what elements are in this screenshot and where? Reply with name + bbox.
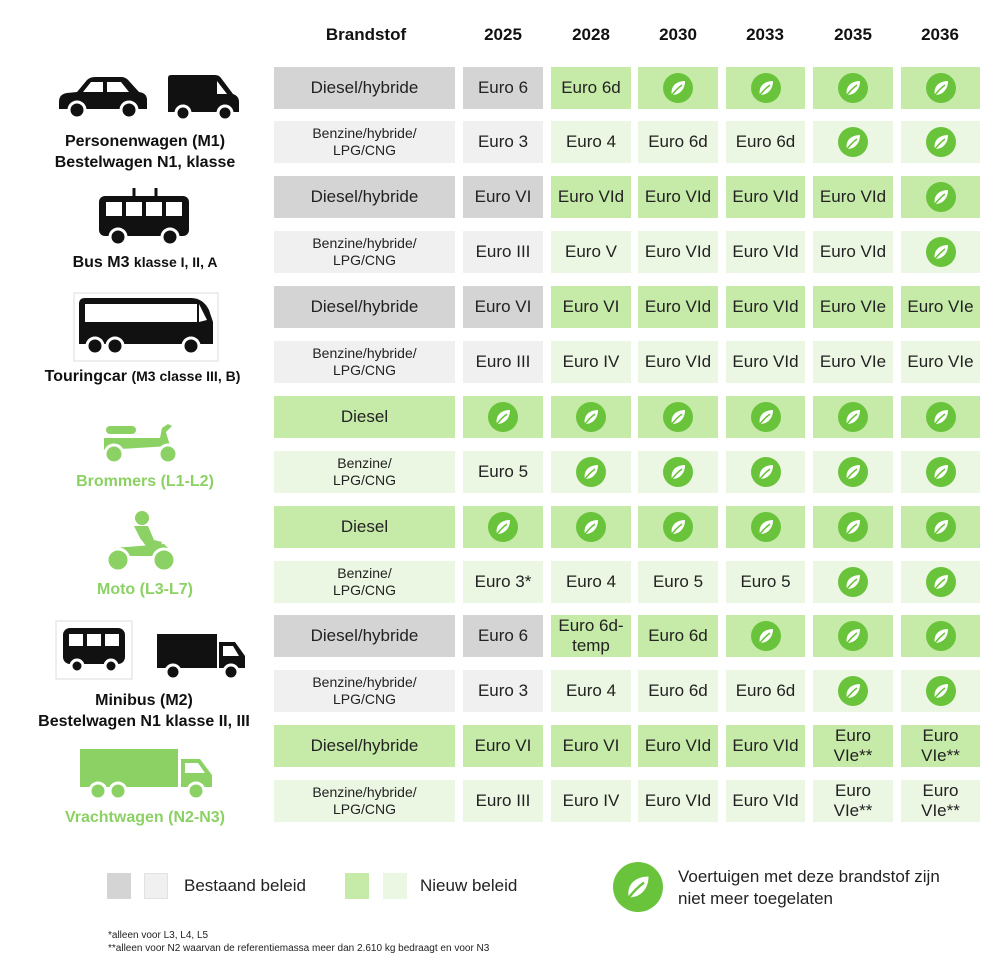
footnote-2: **alleen voor N2 waarvan de referentiemassa meer dan 2.610 kg bedraagt en voor N3 — [108, 943, 490, 954]
header-year-2033: 2033 — [746, 25, 784, 44]
norm-cell: Euro VIe** — [901, 780, 980, 822]
legend-swatch-new-dark — [345, 873, 369, 899]
legend-note-line2: niet meer toegelaten — [678, 889, 833, 909]
banned-cell — [901, 176, 980, 218]
legend-leaf-note — [678, 866, 940, 910]
norm-cell: Euro IV — [551, 780, 631, 822]
norm-cell: Euro 6d — [638, 615, 718, 657]
leaf-icon — [488, 512, 518, 542]
leaf-icon — [576, 512, 606, 542]
leaf-icon — [926, 182, 956, 212]
norm-cell: Euro III — [463, 231, 543, 273]
norm-cell: Euro 6d — [551, 67, 631, 109]
leaf-icon — [926, 676, 956, 706]
legend-existing-label: Bestaand beleid — [184, 876, 306, 895]
banned-cell — [813, 670, 893, 712]
fuel-cell: Diesel/hybride — [274, 286, 455, 328]
norm-cell: Euro VId — [638, 341, 718, 383]
norm-cell: Euro V — [551, 231, 631, 273]
car-icon — [55, 72, 151, 120]
fuel-cell: Benzine/hybride/ LPG/CNG — [274, 231, 455, 273]
norm-cell: Euro VId — [638, 780, 718, 822]
banned-cell — [901, 561, 980, 603]
footnote-1: *alleen voor L3, L4, L5 — [108, 930, 209, 941]
norm-cell: Euro 6d — [638, 121, 718, 163]
leaf-icon — [838, 676, 868, 706]
leaf-icon — [926, 457, 956, 487]
banned-cell — [901, 506, 980, 548]
vehicle-label-line2: Bestelwagen N1, klasse — [54, 153, 236, 171]
norm-cell: Euro VId — [813, 231, 893, 273]
leaf-icon — [838, 457, 868, 487]
minibus-icon — [55, 620, 133, 680]
norm-cell: Euro III — [463, 780, 543, 822]
leaf-icon — [751, 457, 781, 487]
bus-icon — [96, 186, 192, 248]
vehicle-label-small: klasse I, II, A — [133, 254, 218, 270]
leaf-icon — [751, 402, 781, 432]
leaf-icon — [663, 402, 693, 432]
leaf-icon — [663, 457, 693, 487]
norm-cell: Euro VId — [726, 176, 805, 218]
banned-cell — [901, 670, 980, 712]
banned-cell — [726, 67, 805, 109]
banned-cell — [901, 451, 980, 493]
banned-cell — [813, 615, 893, 657]
norm-cell: Euro 6 — [463, 615, 543, 657]
leaf-icon — [751, 512, 781, 542]
banned-cell — [726, 451, 805, 493]
header-year-2025: 2025 — [484, 25, 522, 44]
banned-cell — [901, 615, 980, 657]
norm-cell: Euro 6 — [463, 67, 543, 109]
norm-cell: Euro 5 — [638, 561, 718, 603]
norm-cell: Euro VIe — [813, 286, 893, 328]
banned-cell — [551, 396, 631, 438]
motorcycle-icon — [104, 510, 178, 574]
banned-cell — [638, 396, 718, 438]
vehicle-label-vrachtwagen: Vrachtwagen (N2-N3) — [64, 809, 226, 826]
legend-new-label: Nieuw beleid — [420, 876, 518, 895]
norm-cell: Euro VI — [463, 286, 543, 328]
leaf-icon — [838, 127, 868, 157]
leaf-icon — [926, 402, 956, 432]
norm-cell: Euro VId — [638, 286, 718, 328]
leaf-icon — [838, 73, 868, 103]
legend-swatch-new-light — [383, 873, 407, 899]
touringcar-icon — [73, 292, 219, 362]
vehicle-label-touringcar — [10, 367, 275, 388]
banned-cell — [813, 506, 893, 548]
leaf-icon — [751, 73, 781, 103]
norm-cell: Euro 3 — [463, 121, 543, 163]
norm-cell: Euro VId — [726, 780, 805, 822]
banned-cell — [901, 121, 980, 163]
leaf-icon — [926, 73, 956, 103]
leaf-icon — [926, 237, 956, 267]
norm-cell: Euro 6d — [726, 670, 805, 712]
banned-cell — [726, 396, 805, 438]
norm-cell: Euro 4 — [551, 561, 631, 603]
banned-cell — [901, 231, 980, 273]
norm-cell: Euro VId — [726, 725, 805, 767]
legend-swatch-existing-dark — [107, 873, 131, 899]
banned-cell — [726, 506, 805, 548]
banned-cell — [813, 451, 893, 493]
leaf-icon — [613, 862, 663, 912]
banned-cell — [813, 396, 893, 438]
fuel-cell: Benzine/hybride/ LPG/CNG — [274, 780, 455, 822]
van-icon — [165, 72, 243, 122]
fuel-cell: Diesel — [274, 506, 455, 548]
norm-cell: Euro III — [463, 341, 543, 383]
vehicle-label-line2: Bestelwagen N1 klasse II, III — [38, 712, 250, 730]
fuel-cell: Diesel — [274, 396, 455, 438]
norm-cell: Euro VIe — [901, 286, 980, 328]
leaf-icon — [838, 512, 868, 542]
leaf-icon — [576, 402, 606, 432]
legend-note-line1: Voertuigen met deze brandstof zijn — [678, 867, 940, 886]
norm-cell: Euro VId — [726, 286, 805, 328]
vehicle-label-line1: Minibus (M2) — [95, 692, 193, 709]
banned-cell — [551, 451, 631, 493]
vehicle-label-personenwagen — [20, 132, 270, 174]
fuel-cell: Diesel/hybride — [274, 725, 455, 767]
banned-cell — [638, 506, 718, 548]
banned-cell — [813, 67, 893, 109]
norm-cell: Euro VIe — [901, 341, 980, 383]
norm-cell: Euro VId — [551, 176, 631, 218]
norm-cell: Euro VI — [551, 725, 631, 767]
vehicle-label-brommers: Brommers (L1-L2) — [76, 473, 214, 490]
vehicle-label-moto: Moto (L3-L7) — [97, 581, 193, 598]
norm-cell: Euro 4 — [551, 121, 631, 163]
header-year-2036: 2036 — [921, 25, 959, 44]
banned-cell — [463, 506, 543, 548]
norm-cell: Euro VIe** — [901, 725, 980, 767]
leaf-icon — [751, 621, 781, 651]
vehicle-label-main: Bus M3 — [72, 254, 134, 271]
leaf-icon — [663, 73, 693, 103]
fuel-cell: Benzine/hybride/ LPG/CNG — [274, 341, 455, 383]
vehicle-label-main: Touringcar — [44, 368, 132, 385]
lorry-icon — [78, 745, 218, 805]
header-year-2028: 2028 — [572, 25, 610, 44]
norm-cell: Euro 5 — [463, 451, 543, 493]
norm-cell: Euro VI — [551, 286, 631, 328]
vehicle-label-line1: Personenwagen (M1) — [64, 133, 226, 150]
header-fuel: Brandstof — [325, 25, 407, 44]
banned-cell — [813, 121, 893, 163]
leaf-icon — [926, 127, 956, 157]
header-year-2035: 2035 — [834, 25, 872, 44]
leaf-icon — [838, 621, 868, 651]
banned-cell — [463, 396, 543, 438]
banned-cell — [726, 615, 805, 657]
norm-cell: Euro VIe** — [813, 725, 893, 767]
norm-cell: Euro VId — [813, 176, 893, 218]
leaf-icon — [838, 402, 868, 432]
legend-swatch-existing-light — [144, 873, 168, 899]
leaf-icon — [926, 512, 956, 542]
norm-cell: Euro 6d — [726, 121, 805, 163]
norm-cell: Euro VId — [638, 231, 718, 273]
leaf-icon — [926, 621, 956, 651]
norm-cell: Euro VId — [638, 176, 718, 218]
norm-cell: Euro 3 — [463, 670, 543, 712]
banned-cell — [638, 67, 718, 109]
norm-cell: Euro 5 — [726, 561, 805, 603]
leaf-icon — [488, 402, 518, 432]
norm-cell: Euro 6d — [638, 670, 718, 712]
leaf-icon — [926, 567, 956, 597]
fuel-cell: Diesel/hybride — [274, 176, 455, 218]
norm-cell: Euro IV — [551, 341, 631, 383]
fuel-cell: Benzine/hybride/ LPG/CNG — [274, 121, 455, 163]
banned-cell — [901, 67, 980, 109]
norm-cell: Euro VI — [463, 176, 543, 218]
norm-cell: Euro VIe — [813, 341, 893, 383]
leaf-icon — [576, 457, 606, 487]
norm-cell: Euro VIe** — [813, 780, 893, 822]
norm-cell: Euro 4 — [551, 670, 631, 712]
norm-cell: Euro VId — [638, 725, 718, 767]
leaf-icon — [838, 567, 868, 597]
norm-cell: Euro VId — [726, 231, 805, 273]
norm-cell: Euro 3* — [463, 561, 543, 603]
scooter-icon — [100, 416, 184, 466]
norm-cell: Euro VId — [726, 341, 805, 383]
fuel-cell: Diesel/hybride — [274, 67, 455, 109]
truck-icon — [155, 630, 249, 682]
fuel-cell: Diesel/hybride — [274, 615, 455, 657]
vehicle-label-minibus — [8, 691, 280, 733]
norm-cell: Euro 6d- temp — [551, 615, 631, 657]
vehicle-label-bus — [20, 253, 270, 274]
fuel-cell: Benzine/hybride/ LPG/CNG — [274, 670, 455, 712]
header-year-2030: 2030 — [659, 25, 697, 44]
fuel-cell: Benzine/ LPG/CNG — [274, 561, 455, 603]
banned-cell — [638, 451, 718, 493]
fuel-cell: Benzine/ LPG/CNG — [274, 451, 455, 493]
banned-cell — [813, 561, 893, 603]
banned-cell — [901, 396, 980, 438]
norm-cell: Euro VI — [463, 725, 543, 767]
leaf-icon — [663, 512, 693, 542]
banned-cell — [551, 506, 631, 548]
vehicle-label-small: (M3 classe III, B) — [131, 368, 241, 384]
